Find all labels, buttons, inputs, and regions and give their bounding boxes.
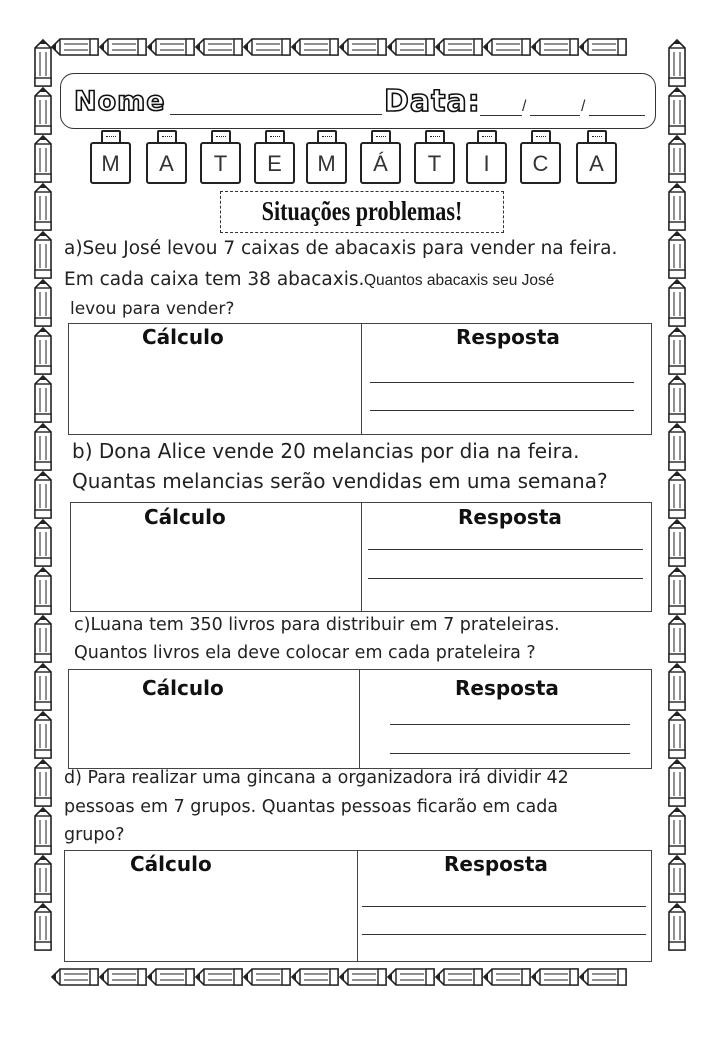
pencil-border-icon (388, 969, 434, 985)
calc-label-a: Cálculo (142, 325, 224, 349)
answer-line[interactable] (368, 549, 643, 550)
pencil-border-icon (35, 280, 51, 326)
answer-line[interactable] (362, 906, 646, 907)
answer-line[interactable] (370, 382, 634, 383)
pencil-border-icon (52, 39, 98, 55)
pencil-border-icon (35, 376, 51, 422)
pencil-border-icon (35, 328, 51, 374)
answer-label-a: Resposta (456, 325, 560, 349)
pencil-border-icon (669, 568, 685, 614)
pencil-border-icon (35, 88, 51, 134)
pencil-border-icon (388, 39, 434, 55)
pencil-border-icon (244, 39, 290, 55)
question-b-line-1: b) Dona Alice vende 20 melancias por dia na feira. (72, 439, 580, 463)
date-month-field[interactable] (530, 115, 580, 116)
pencil-border-icon (669, 760, 685, 806)
pencil-border-icon (35, 424, 51, 470)
answer-line[interactable] (368, 578, 643, 579)
pencil-border-icon (669, 376, 685, 422)
pencil-border-icon (484, 39, 530, 55)
answer-line[interactable] (362, 934, 646, 935)
answer-label-d: Resposta (444, 852, 548, 876)
pencil-border-icon (148, 39, 194, 55)
pencil-border-icon (100, 969, 146, 985)
pencil-border-icon (35, 472, 51, 518)
title-letter-tile: M (306, 142, 347, 184)
pencil-border-icon (669, 712, 685, 758)
question-c-line-1: c)Luana tem 350 livros para distribuir em 7 prateleiras. (74, 615, 560, 635)
pencil-border-icon (669, 136, 685, 182)
pencil-border-icon (196, 39, 242, 55)
pencil-border-icon (669, 184, 685, 230)
pencil-border-icon (669, 40, 685, 86)
calc-label-c: Cálculo (142, 676, 224, 700)
pencil-border-icon (669, 856, 685, 902)
title-letter-tile: T (200, 142, 241, 184)
pencil-border-icon (52, 969, 98, 985)
pencil-border-icon (669, 232, 685, 278)
answer-line[interactable] (390, 753, 630, 754)
date-separator: / (581, 98, 586, 115)
question-d-line-1: d) Para realizar uma gincana a organizadora irá dividir 42 (64, 768, 569, 788)
pencil-border-icon (100, 39, 146, 55)
pencil-border-icon (580, 39, 626, 55)
pencil-border-icon (35, 616, 51, 662)
pencil-border-icon (35, 40, 51, 86)
question-d-line-3: grupo? (64, 825, 125, 845)
pencil-border-icon (35, 856, 51, 902)
pencil-border-icon (35, 232, 51, 278)
title-letter-tile: Á (360, 142, 401, 184)
date-separator: / (522, 98, 527, 115)
calc-label-d: Cálculo (130, 852, 212, 876)
pencil-border-icon (669, 664, 685, 710)
pencil-border-icon (35, 520, 51, 566)
answer-line[interactable] (390, 724, 630, 725)
pencil-border-icon (669, 328, 685, 374)
title-letter-tile: I (466, 142, 507, 184)
pencil-border-icon (340, 39, 386, 55)
pencil-border-icon (35, 184, 51, 230)
pencil-border-icon (669, 808, 685, 854)
pencil-border-icon (580, 969, 626, 985)
question-b-line-2: Quantas melancias serão vendidas em uma semana? (72, 469, 608, 493)
pencil-border-icon (669, 88, 685, 134)
pencil-border-icon (669, 280, 685, 326)
answer-label-b: Resposta (458, 505, 562, 529)
title-letter-tile: E (254, 142, 295, 184)
pencil-border-icon (35, 664, 51, 710)
title-letter-tile: A (576, 142, 617, 184)
question-a-line-1: a)Seu José levou 7 caixas de abacaxis para vender na feira. (64, 238, 618, 259)
pencil-border-icon (532, 969, 578, 985)
answer-line[interactable] (370, 410, 634, 411)
date-day-field[interactable] (480, 115, 522, 116)
name-field[interactable] (170, 114, 382, 115)
calc-label-b: Cálculo (144, 505, 226, 529)
pencil-border-icon (244, 969, 290, 985)
pencil-border-icon (436, 969, 482, 985)
pencil-border-icon (292, 969, 338, 985)
pencil-border-icon (532, 39, 578, 55)
pencil-border-icon (292, 39, 338, 55)
pencil-border-icon (669, 616, 685, 662)
pencil-border-icon (669, 472, 685, 518)
pencil-border-icon (35, 568, 51, 614)
pencil-border-icon (669, 424, 685, 470)
question-a-line-3: Quantos abacaxis seu José (364, 272, 555, 289)
name-label: Nome (74, 86, 166, 117)
pencil-border-icon (35, 712, 51, 758)
page-subtitle: Situações problemas! (261, 196, 463, 226)
question-a-line-4: levou para vender? (70, 299, 235, 319)
pencil-border-icon (148, 969, 194, 985)
question-d-line-2: pessoas em 7 grupos. Quantas pessoas ficarão em cada (64, 797, 559, 817)
title-letter-tile: C (520, 142, 561, 184)
pencil-border-icon (484, 969, 530, 985)
pencil-border-icon (196, 969, 242, 985)
pencil-border-icon (35, 904, 51, 950)
title-letter-tile: A (146, 142, 187, 184)
pencil-border-icon (340, 969, 386, 985)
title-letter-tile: M (90, 142, 131, 184)
question-c-line-2: Quantos livros ela deve colocar em cada prateleira ? (74, 643, 536, 663)
pencil-border-icon (669, 520, 685, 566)
pencil-border-icon (669, 904, 685, 950)
question-a-line-2: Em cada caixa tem 38 abacaxis. (64, 269, 365, 290)
date-year-field[interactable] (589, 115, 645, 116)
title-letter-tile: T (414, 142, 455, 184)
pencil-border-icon (35, 136, 51, 182)
pencil-border-icon (35, 808, 51, 854)
answer-label-c: Resposta (455, 676, 559, 700)
pencil-border-icon (436, 39, 482, 55)
date-label: Data: (384, 84, 481, 119)
pencil-border-icon (35, 760, 51, 806)
